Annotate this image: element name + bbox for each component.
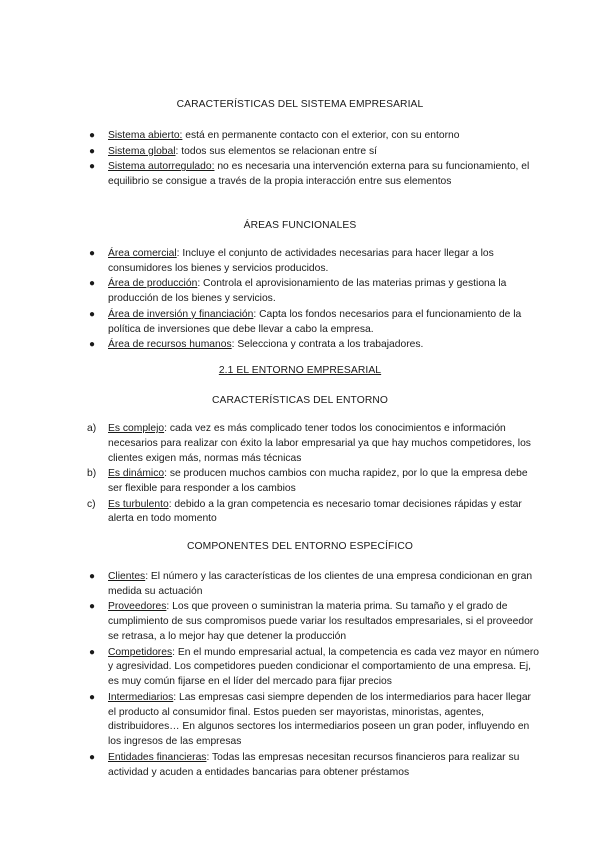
- item-term: Área de recursos humanos: [108, 339, 232, 351]
- list-item: [84, 422, 540, 466]
- list-item: [84, 338, 540, 353]
- item-term: Es dinámico: [108, 468, 165, 480]
- sistema-heading: CARACTERÍSTICAS DEL SISTEMA EMPRESARIAL: [176, 99, 424, 110]
- item-marker: c): [87, 498, 96, 510]
- item-text: : Capta los fondos necesarios para el funcionamiento de la política de inversiones que debe llevar a cabo la empresa.: [108, 308, 522, 335]
- list-item: [84, 600, 540, 644]
- sistema-list: [84, 129, 540, 191]
- item-term: Intermediarios: [108, 691, 174, 703]
- list-item: [84, 145, 540, 160]
- list-item: [84, 277, 540, 307]
- item-text: : todos sus elementos se relacionan entre sí: [175, 145, 378, 157]
- entorno-heading: [0, 364, 600, 379]
- bullet-icon: ●: [89, 145, 96, 157]
- bullet-icon: ●: [89, 308, 96, 320]
- item-text: : se producen muchos cambios con mucha rapidez, por lo que la empresa debe ser flexible para responder a los cambios: [108, 468, 528, 494]
- bullet-icon: ●: [89, 601, 96, 613]
- item-text: : Selecciona y contrata a los trabajadores.: [231, 339, 424, 351]
- entorno-list: [84, 422, 540, 528]
- item-term: Área comercial: [108, 248, 177, 259]
- list-item: [84, 570, 540, 600]
- entorno-heading-text: 2.1 EL ENTORNO EMPRESARIAL: [218, 365, 382, 376]
- item-term: Es turbulento: [108, 498, 169, 510]
- list-item: [84, 129, 540, 144]
- item-text: está en permanente contacto con el exterior, con su entorno: [182, 130, 460, 141]
- item-text: : Los que proveen o suministran la materia prima. Su tamaño y el grado de cumplimiento de sus compromisos puede variar los resultados empresariales, si el proveedor se retrasa, a lo mejor hay que detener la producción: [108, 601, 534, 642]
- list-item: [84, 467, 540, 497]
- item-text: : El número y las características de los clientes de una empresa condicionan en gran medida su actuación: [108, 571, 533, 597]
- item-term: Área de producción: [108, 278, 198, 290]
- item-term: Entidades financieras: [108, 751, 207, 763]
- item-marker: b): [87, 468, 97, 480]
- item-term: Área de inversión y financiación: [108, 308, 254, 320]
- list-item: [84, 751, 540, 781]
- componentes-list: [84, 570, 540, 781]
- entorno-subheading: CARACTERÍSTICAS DEL ENTORNO: [211, 395, 389, 406]
- item-text: : En el mundo empresarial actual, la competencia es cada vez mayor en número y agresividad. Los competidores pueden condicionar el comportamiento de una empresa. Ej, es muy común fijarse en el líder del mercado para fijar precios: [108, 646, 539, 688]
- list-item: [84, 646, 540, 690]
- item-text: : debido a la gran competencia es necesario tomar decisiones rápidas y estar alerta en todo momento: [108, 498, 522, 525]
- item-text: : Incluye el conjunto de actividades necesarias para hacer llegar a los consumidores los bienes y servicios producidos.: [108, 248, 494, 274]
- list-item: [84, 160, 540, 190]
- bullet-icon: ●: [89, 646, 96, 658]
- item-text: : cada vez es más complicado tener todos los conocimientos e información necesarios para realizar con éxito la labor empresarial ya que hay muchos competidores, los clientes exigen más, normas más técnicas: [108, 423, 531, 464]
- list-item: [84, 498, 540, 528]
- item-term: Sistema global: [108, 145, 176, 157]
- list-item: [84, 308, 540, 338]
- item-term: Sistema autorregulado:: [108, 161, 215, 173]
- item-term: Clientes: [108, 571, 146, 582]
- bullet-icon: ●: [89, 130, 96, 141]
- item-term: Competidores: [108, 646, 173, 658]
- bullet-icon: ●: [89, 278, 96, 290]
- bullet-icon: ●: [89, 691, 96, 703]
- bullet-icon: ●: [89, 161, 96, 173]
- bullet-icon: ●: [89, 751, 96, 763]
- item-text: : Controla el aprovisionamiento de las materias primas y gestiona la producción de los bienes y servicios.: [108, 278, 507, 305]
- item-marker: a): [87, 423, 97, 434]
- bullet-icon: ●: [89, 339, 96, 351]
- item-term: Es complejo: [108, 423, 165, 434]
- areas-heading: ÁREAS FUNCIONALES: [243, 220, 357, 231]
- areas-list: [84, 247, 540, 354]
- item-term: Proveedores: [108, 601, 167, 613]
- item-text: no es necesaria una intervención externa para su funcionamiento, el equilibrio se consigue a través de la propia interacción entre sus elementos: [108, 161, 530, 187]
- item-text: : Todas las empresas necesitan recursos financieros para realizar su actividad y acuden a entidades bancarias para obtener préstamos: [108, 751, 520, 778]
- item-term: Sistema abierto:: [108, 130, 183, 141]
- item-text: : Las empresas casi siempre dependen de los intermediarios para hacer llegar el producto al consumidor final. Estos pueden ser mayoristas, minoristas, agentes, distribuidores… En algunos sectores los intermediarios poseen un gran poder, influyendo en los ingresos de las empresas: [108, 691, 531, 748]
- list-item: [84, 691, 540, 750]
- bullet-icon: ●: [89, 248, 96, 259]
- bullet-icon: ●: [89, 571, 96, 582]
- componentes-heading: COMPONENTES DEL ENTORNO ESPECÍFICO: [187, 541, 413, 552]
- list-item: [84, 247, 540, 277]
